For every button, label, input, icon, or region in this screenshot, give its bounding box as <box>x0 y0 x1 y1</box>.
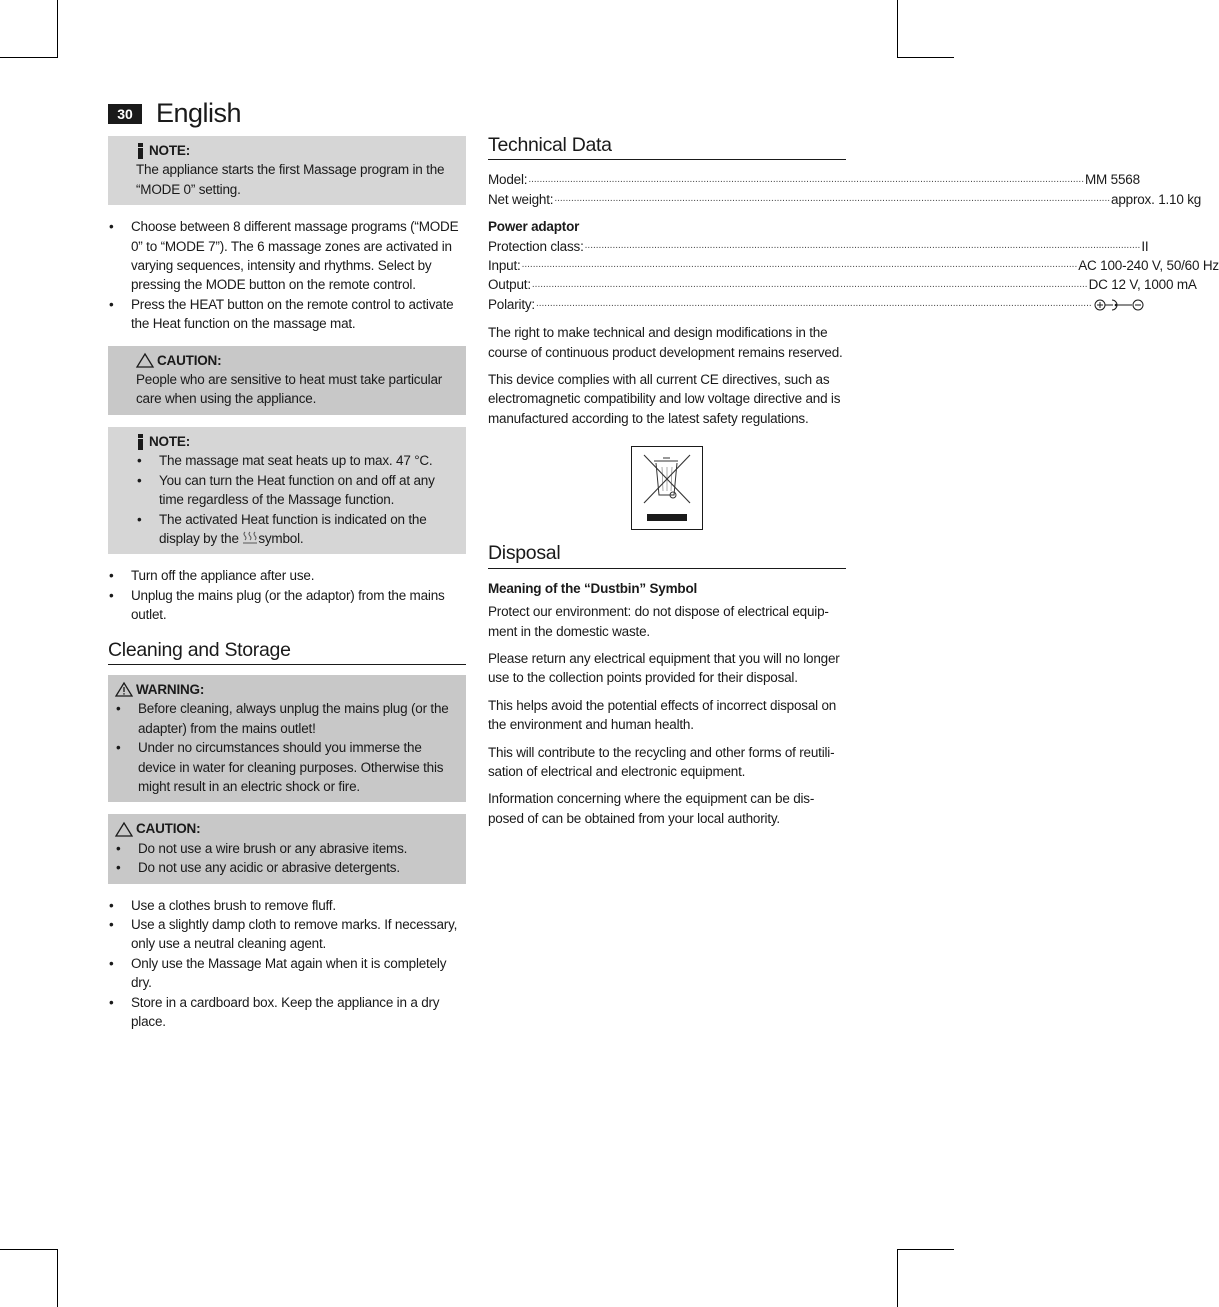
note-list <box>136 451 456 548</box>
warning-triangle-icon <box>115 822 133 837</box>
spec-row <box>488 237 1149 256</box>
page-language-title: English <box>156 98 242 128</box>
power-adaptor-heading: Power adaptor <box>488 219 580 235</box>
warning-box <box>108 675 466 802</box>
spec-label: Model: <box>488 172 528 188</box>
info-icon <box>136 434 146 450</box>
list-item: • Do not use a wire brush or any abrasive items. <box>115 839 456 858</box>
spec-table <box>488 170 1202 209</box>
warning-list <box>115 699 456 796</box>
section-heading-disposal: Disposal <box>488 544 846 568</box>
right-column <box>488 134 1219 836</box>
spec-row <box>488 256 1219 275</box>
list-item: • Choose between 8 different massage programs (“MODE 0” to “MODE 7”). The 6 massage zones are activated in varying sequences, intensity and rhythms. Select by pressing the MODE button on the remote control. <box>108 217 466 295</box>
crossed-out-bin-icon <box>632 447 702 529</box>
crop-mark <box>57 1249 58 1307</box>
leader-dots: ........................................................................................................................................................................................................ <box>554 193 1111 205</box>
caution-box <box>108 346 466 415</box>
crop-mark <box>897 0 898 58</box>
caution-title: CAUTION: <box>157 352 222 368</box>
page-number: 30 <box>108 104 142 124</box>
list-item: • Do not use any acidic or abrasive detergents. <box>115 858 456 877</box>
crop-mark <box>897 57 954 58</box>
spec-value: DC 12 V, 1000 mA <box>1088 277 1197 293</box>
spec-value: II <box>1141 238 1149 254</box>
polarity-value <box>1093 295 1145 314</box>
polarity-symbol-icon <box>1093 298 1145 311</box>
cleaning-list <box>108 896 466 1032</box>
list-item: • Store in a cardboard box. Keep the appliance in a dry place. <box>108 993 466 1032</box>
info-icon <box>136 143 146 159</box>
disposal-paragraph: Information concerning where the equipment can be dis-posed of can be obtained from your local authority. <box>488 791 815 826</box>
leader-dots: ........................................................................................................................................................................................................ <box>528 173 1084 185</box>
spec-label: Protection class: <box>488 238 584 254</box>
dustbin-symbol <box>488 446 846 530</box>
spec-row <box>488 170 1140 189</box>
spec-row <box>488 275 1197 294</box>
page-header <box>108 98 241 129</box>
spec-row <box>488 190 1202 209</box>
list-item: • The massage mat seat heats up to max. 47 °C. <box>136 451 456 470</box>
spec-value: approx. 1.10 kg <box>1111 191 1202 207</box>
caution-text: People who are sensitive to heat must take particular care when using the appliance. <box>136 372 443 407</box>
list-item: • You can turn the Heat function on and off at any time regardless of the Massage function. <box>136 471 456 510</box>
crop-mark <box>0 1249 58 1250</box>
warning-triangle-icon <box>115 682 133 697</box>
disposal-paragraph: Please return any electrical equipment that you will no longer use to the collection points provided for their disposal. <box>488 650 840 686</box>
list-item: • Unplug the mains plug (or the adaptor) from the mains outlet. <box>108 586 466 625</box>
modifications-paragraph: The right to make technical and design modifications in the course of continuous product development remains reserved. <box>488 325 843 360</box>
list-item-text: The activated Heat function is indicated on the display by the <box>159 511 427 546</box>
spec-label: Input: <box>488 258 521 274</box>
spec-row <box>488 295 1092 314</box>
crop-mark <box>897 1249 898 1307</box>
leader-dots: ........................................................................................................................................................................................................ <box>535 298 1092 310</box>
spec-label: Net weight: <box>488 191 554 207</box>
list-item: • Turn off the appliance after use. <box>108 566 466 585</box>
note-box <box>108 136 466 205</box>
list-item: • Use a slightly damp cloth to remove marks. If necessary, only use a neutral cleaning agent. <box>108 915 466 954</box>
warning-triangle-icon <box>136 353 154 368</box>
section-heading-technical-data: Technical Data <box>488 136 846 160</box>
list-item-text: symbol. <box>258 530 304 546</box>
warning-title: WARNING: <box>136 681 205 697</box>
note-title: NOTE: <box>149 143 190 158</box>
note-box <box>108 427 466 554</box>
spec-label: Output: <box>488 277 531 293</box>
list-item <box>136 510 456 549</box>
crop-mark <box>0 57 58 58</box>
dustbin-symbol-frame <box>631 446 703 530</box>
list-item: • Only use the Massage Mat again when it is completely dry. <box>108 954 466 993</box>
crop-mark <box>897 1249 954 1250</box>
compliance-paragraph: This device complies with all current CE directives, such as electromagnetic compatibility and low voltage directive and is manufactured according to the latest safety regulations. <box>488 372 841 426</box>
spec-value: MM 5568 <box>1085 172 1140 188</box>
disposal-paragraph: This will contribute to the recycling and other forms of reutili-sation of electrical and electronic equipment. <box>488 744 835 779</box>
note-title: NOTE: <box>149 433 190 449</box>
leader-dots: ........................................................................................................................................................................................................ <box>531 278 1088 290</box>
disposal-paragraph: This helps avoid the potential effects of incorrect disposal on the environment and human health. <box>488 697 837 733</box>
crop-mark <box>57 0 58 58</box>
caution-list <box>115 839 456 878</box>
leader-dots: ........................................................................................................................................................................................................ <box>521 259 1078 271</box>
power-table <box>488 237 1219 315</box>
note-text: The appliance starts the first Massage program in the “MODE 0” setting. <box>136 162 445 197</box>
instruction-list <box>108 217 466 333</box>
list-item: • Before cleaning, always unplug the mains plug (or the adapter) from the mains outlet! <box>115 699 456 738</box>
left-column <box>108 136 466 1043</box>
list-item: • Under no circumstances should you immerse the device in water for cleaning purposes. Otherwise this might result in an electric shock or fire. <box>115 738 456 796</box>
disposal-text <box>488 602 846 828</box>
section-heading-cleaning: Cleaning and Storage <box>108 641 466 665</box>
disposal-paragraph: Protect our environment: do not dispose of electrical equip-ment in the domestic waste. <box>488 604 829 639</box>
leader-dots: ........................................................................................................................................................................................................ <box>584 240 1141 252</box>
caution-title: CAUTION: <box>136 821 201 837</box>
spec-label: Polarity: <box>488 296 535 312</box>
spec-value: AC 100-240 V, 50/60 Hz <box>1078 258 1219 274</box>
list-item: • Use a clothes brush to remove fluff. <box>108 896 466 915</box>
list-item: • Press the HEAT button on the remote control to activate the Heat function on the massage mat. <box>108 295 466 334</box>
dustbin-heading: Meaning of the “Dustbin” Symbol <box>488 580 698 596</box>
instruction-list <box>108 566 466 624</box>
heat-symbol-icon <box>242 531 258 544</box>
caution-box <box>108 814 466 883</box>
